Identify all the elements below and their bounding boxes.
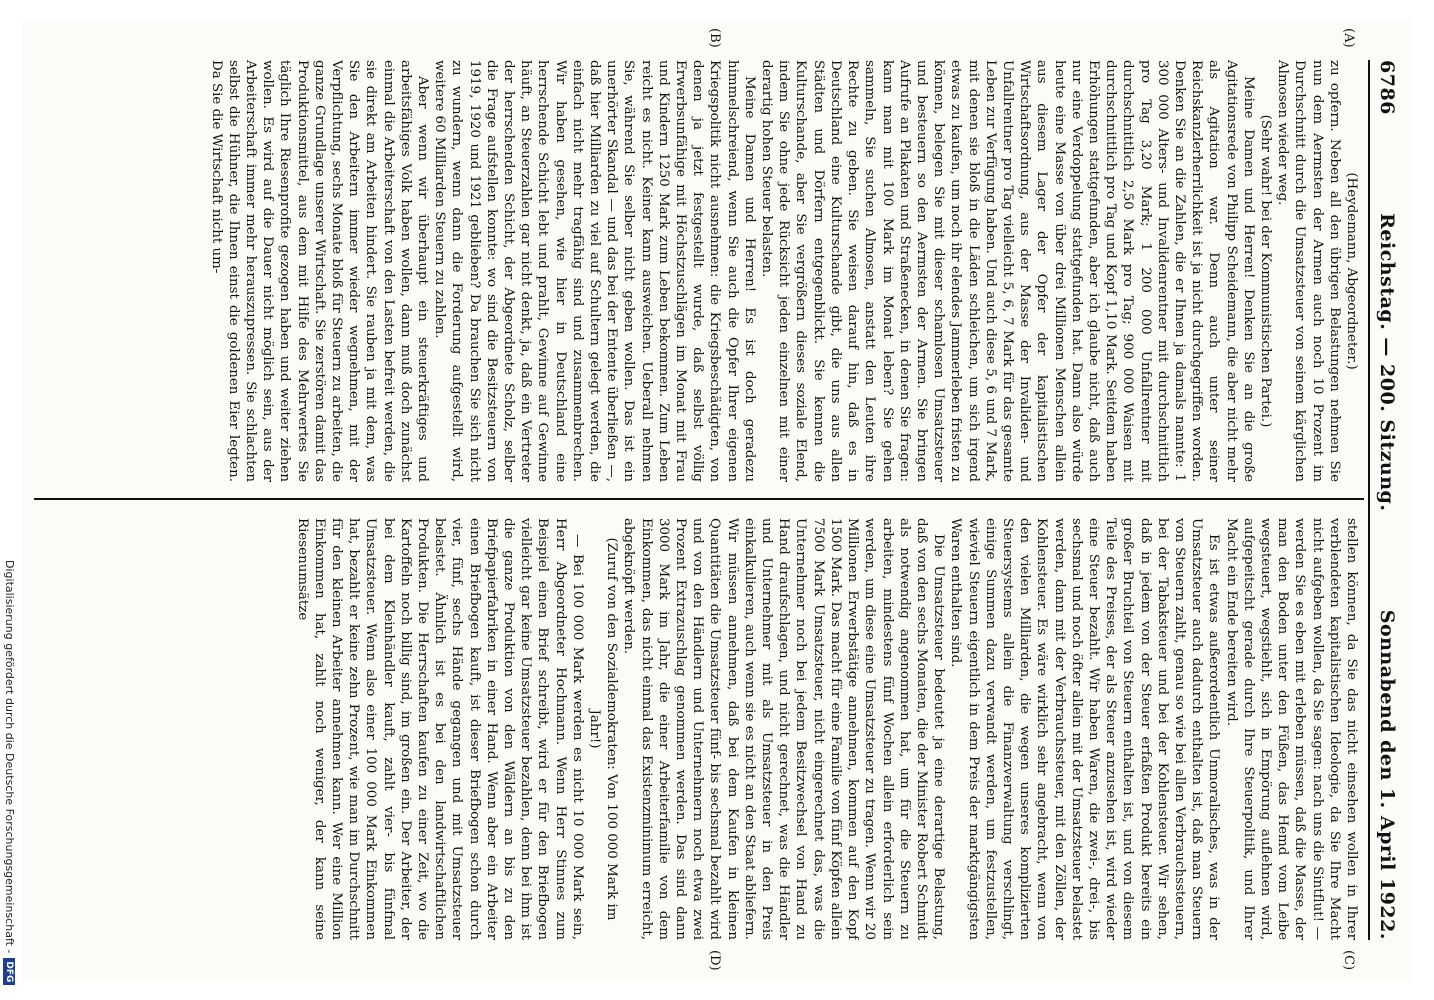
left-column (40, 60, 1360, 482)
column-divider (34, 498, 1364, 500)
margin-letter-d: (D) (707, 950, 722, 971)
dfg-logo-icon: DFG (4, 958, 16, 985)
paragraph: Es ist etwas außerordentlich Unmoralisches, was in der Umsatzsteuer auch dadurch enthalten ist, daß man Steuern von Steuern zahlt, genau so wie bei allen Verbrauchssteuern, bei der Tabaksteuer und bei der Kohlensteuer. Wir sehen, daß in jedem von der Steuer erfaßten Produkt bereits ein großer Bruchteil von Steuern enthalten ist, und von diesem Teile des Preises, der als Steuer anzusehen ist, wird wieder eine Steuer bezahlt. Wir haben Waren, die zwei-, drei-, bis sechsmal und noch öfter allein mit der Umsatzsteuer belastet werden, dann mit der Verbrauchssteuer, mit den Zöllen, der Kohlensteuer. Es wäre wirklich sehr angebracht, wenn von den vielen Milliarden, die wegen unseres komplizierten Steuersystems allein die Finanzverwaltung verschlingt, einige Summen dazu verwandt werden, um festzustellen, wieviel Steuern eigentlich in dem Preis der marktgängigsten Waren enthalten sind. (948, 518, 1222, 940)
margin-letter-c: (C) (1341, 950, 1356, 971)
paragraph: stellen können, da Sie das nicht einsehen wollen in Ihrer verblendeten kapitalistischen Ideologie, da Sie Ihre Macht nicht aufgeben wollen, da Sie sagen: nach uns die Sintflut! — werden Sie es eben mit erleben müssen, daß die Masse, der man den Boden unter den Füßen, das Hemd vom Leibe wegsteuert, wegstiehlt, sich in Empörung auflehnen wird, aufgepeitscht gerade durch Ihre Steuerpolitik, und Ihrer Macht ein Ende bereiten wird. (1223, 518, 1359, 940)
paragraph: Meine Damen und Herren! Denken Sie an die große Agitationsrede von Philipp Scheidemann, die aber nicht mehr als Agitation war. Denn auch unter seiner Reichskanzlerherrlichkeit ist ja nicht durchgegriffen worden. Denken Sie an die Zahlen, die er Ihnen ja damals nannte: 1 300 000 Alters- und Invalidenrentner mit durchschnittlich pro Tag 3,20 Mark; 1 200 000 Unfallrentner mit durchschnittlich 2,50 Mark pro Tag; 900 000 Waisen mit durchschnittlich pro Tag und Kopf 1,10 Mark. Seitdem haben Erhöhungen stattgefunden, aber ich glaube nicht, daß auch nur eine Verdoppelung stattgefunden hat. Dann also würde heute eine Masse von über drei Millionen Menschen allein aus diesem Lager der Opfer der kapitalistischen Wirtschaftsordnung, aus der Masse der Invaliden- und Unfallrentner pro Tag vielleicht 5, 6, 7 Mark für das gesamte Leben zur Verfügung haben. Und auch diese 5, 6 und 7 Mark, mit denen sie bloß in die Läden schleichen, um sich irgend etwas zu kaufen, um noch ihr elendes Jammerleben fristen zu können, belegen Sie mit dieser schamlosen Umsatzsteuer und besteuern so den Aermsten der Armen. Sie bringen Aufrufe an Plakaten und Straßenecken, in denen Sie fragen: kann man mit 100 Mark im Monat leben? Sie gehen sammeln, Sie suchen Almosen, anstatt den Leuten ihre Rechte zu geben. Sie weisen darauf hin, daß es in Deutschland eine Kulturschande gibt, die uns aus allen Städten und Dörfern entgegenblickt. Sie kennen die Kulturschande, aber Sie vergrößern dieses soziale Elend, indem Sie ohne jede Rücksicht jeden einzelnen mit einer derartig hohen Steuer belasten. (759, 60, 1256, 482)
paragraph: — Bei 100 000 Mark werden es nicht 10 000 Mark sein, Herr Abgeordneter Hochmann. Wenn Herr Stinnes zum Beispiel einen Brief schreibt, wird er für den Briefbogen vielleicht gar keine Umsatzsteuer bezahlen, denn bei ihm ist die ganze Produktion von den Wäldern an bis zu den Briefpapierfabriken in einer Hand. Wenn aber ein Arbeiter einen Briefbogen kauft, ist dieser Briefbogen schon durch vier, fünf, sechs Hände gegangen und mit Umsatzsteuer belastet. Ähnlich ist es bei den landwirtschaftlichen Produkten. Die Herrschaften kaufen zu einer Zeit, wo die Kartoffeln noch billig sind, im großen ein. Der Arbeiter, der bei dem Kleinhändler kauft, zahlt vier- bis fünfmal Umsatzsteuer. Wenn also einer 100 000 Mark Einkommen hat, bezahlt er keine zehn Prozent, wie man im Durchschnitt für den kleinen Arbeiter annehmen kann. Wer eine Million Einkommen hat, zahlt noch weniger, der kann seine Riesenumsätze (294, 518, 585, 940)
credit-text: Digitalisierung gefördert durch die Deutsche Forschungsgemeinschaft - (3, 560, 16, 954)
paragraph: Aber wenn wir überhaupt ein steuerkräftiges und arbeitsfähiges Volk haben wollen, dann muß doch zunächst einmal die Arbeiterschaft von den Lasten befreit werden, die sie direkt am Arbeiten hindert. Sie rauben ja mit dem, was Sie den Arbeitern immer wieder wegnehmen, mit der Verpflichtung, sechs Monate bloß für Steuern zu arbeiten, die ganze Grundlage unserer Wirtschaft. Sie zerstören damit das Produktionsmittel, aus dem mit Hilfe des Mehrwertes Sie täglich Ihre Riesenprofite gezogen haben und weiter ziehen wollen. Es wird auf die Dauer nicht möglich sein, aus der Arbeiterschaft immer mehr herauszupressen. Sie schlachten selbst die Hühner, die Ihnen einst die goldenen Eier legten. Da Sie die Wirtschaft nicht um- (208, 60, 431, 482)
header-rule (1368, 60, 1370, 940)
paragraph: Die Umsatzsteuer bedeutet ja eine derartige Belastung, daß von den sechs Monaten, die der Minister Robert Schmidt als notwendig angenommen hat, um für die Steuern zu arbeiten, mindestens fünf Wochen allein erforderlich sein werden, um diese eine Umsatzsteuer zu tragen. Wenn wir 20 Millionen Erwerbstätige annehmen, kommen auf den Kopf 1500 Mark. Das macht für eine Familie von fünf Köpfen allein 7500 Mark Umsatzsteuer, nicht eingerechnet das, was die Unternehmer noch bei jedem Besitzwechsel von Hand zu Hand draufschlagen, und nicht gerechnet, was die Händler und Unternehmer mit als Umsatzsteuer in den Preis einkalkulieren, auch wenn sie es nicht an den Staat abliefern. Wir müssen annehmen, daß bei dem Kaufen in kleinen Quantitäten die Umsatzsteuer fünf- bis sechsmal bezahlt wird und von den Händlern und Unternehmern noch etwa zwei Prozent Extrazuschlag genommen werden. Das sind dann 3000 Mark im Jahr, die einer Arbeiterfamilie von dem Einkommen, das nicht einmal das Existenzminimum erreicht, abgeknöpft werden. (621, 518, 947, 940)
page-number: 6786 (1376, 60, 1398, 115)
margin-letter-b: (B) (707, 28, 722, 48)
rotated-document-page (22, 20, 1412, 980)
speaker-label: (Heydemann, Abgeordneter.) (1344, 172, 1359, 370)
paragraph: Meine Damen und Herren! Es ist doch geradezu himmelschreiend, wenn Sie auch die Opfer Ihrer eigenen Kriegspolitik nicht ausnehmen: die Kriegsbeschädigten, von denen ja jetzt festgestellt wurde, daß selbst völlig Erwerbsunfähige mit Höchstzuschlägen im Monat mit Frau und Kindern 1250 Mark zum Leben bekommen. Zum Leben reicht es nicht. Keiner kann ausweichen. Ueberall nehmen Sie, während Sie selber nicht geben wollen. Das ist ein unerhörter Skandal — und das bei der Entente überließen —, daß hier Milliarden zu viel auf Schultern gelegt werden, die einfach nicht mehr tragfähig sind und zusammenbrechen. Wir haben gesehen, wie hier in Deutschland eine herrschende Schicht lebt und prahlt, Gewinne auf Gewinne häuft, an Steuerzahlen gar nicht denkt, ja, daß ein Vertreter der herrschenden Schicht, der Abgeordnete Scholz, selber die Frage aufstellen konnte: wo sind die Besitzsteuern von 1919, 1920 und 1921 geblieben? Da brauchen Sie sich nicht zu wundern, wenn dann die Forderung aufgestellt wird, weitere 60 Milliarden Steuern zu zahlen. (432, 60, 757, 482)
interjection: (Sehr wahr! bei der Kommunistischen Partei.) (1257, 114, 1273, 428)
header-title: Reichstag. — 200. Sitzung. (1376, 213, 1398, 512)
paragraph: zu opfern. Neben all den übrigen Belastungen nehmen Sie nun dem Aermsten der Armen auch noch 10 Prozent im Durchschnitt durch die Umsatzsteuer von seinem kärglichen Almosen wieder weg. (1275, 60, 1342, 482)
digitization-credit (0, 560, 22, 1000)
interjection: (Zuruf von den Sozialdemokraten: Von 100 000 Mark im Jahr!) (587, 537, 620, 921)
right-column (40, 518, 1360, 940)
page-header (1374, 60, 1400, 940)
margin-letter-a: (A) (1341, 28, 1356, 48)
header-date: Sonnabend den 1. April 1922. (1376, 609, 1398, 940)
